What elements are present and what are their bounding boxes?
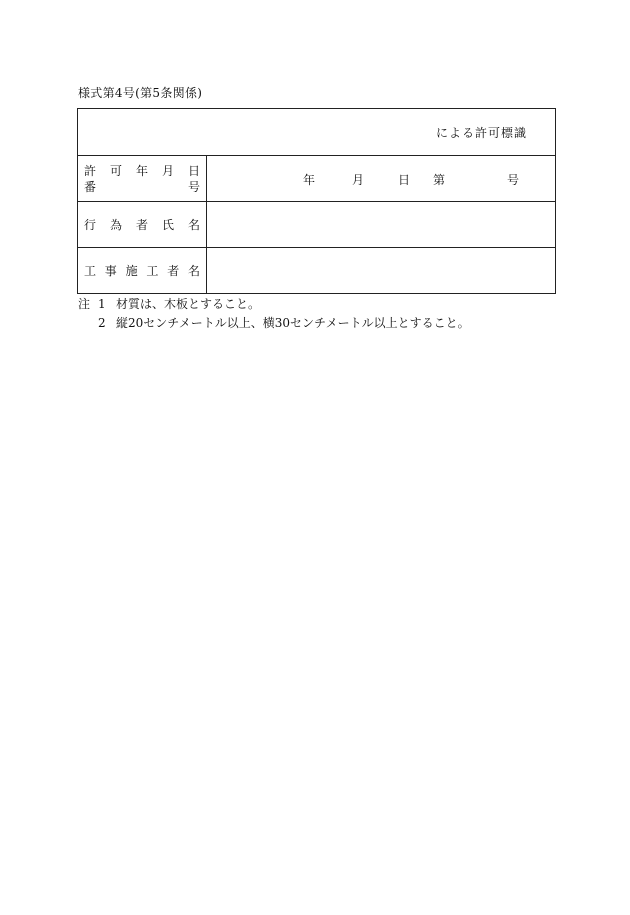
label-char: 者 bbox=[135, 218, 148, 232]
day-mark: 日 bbox=[398, 172, 411, 187]
label-char: 月 bbox=[161, 163, 174, 178]
number-prefix-mark: 第 bbox=[433, 172, 446, 187]
label-char: 事 bbox=[104, 264, 117, 278]
note-text: 材質は、木板とすること。 bbox=[116, 297, 261, 311]
note-prefix: 注 bbox=[78, 297, 91, 311]
permit-date-number-label bbox=[78, 156, 207, 201]
label-char: 行 bbox=[84, 218, 97, 232]
label-char: 者 bbox=[167, 264, 180, 278]
date-number-line bbox=[207, 171, 555, 187]
month-mark: 月 bbox=[352, 172, 365, 187]
number-suffix-mark: 号 bbox=[507, 172, 520, 187]
year-mark: 年 bbox=[303, 172, 316, 187]
label-char: 氏 bbox=[161, 218, 174, 232]
notes bbox=[78, 295, 470, 333]
header-text: による許可標識 bbox=[435, 125, 527, 140]
label-char: 為 bbox=[109, 218, 122, 232]
table-row-permit-date-number bbox=[78, 155, 555, 201]
permit-sign-table bbox=[77, 108, 556, 294]
label-char: 名 bbox=[187, 218, 200, 232]
actor-name-value bbox=[207, 202, 555, 247]
note-number: 1 bbox=[98, 297, 106, 311]
note-number: 2 bbox=[98, 316, 106, 330]
contractor-name-value bbox=[207, 248, 555, 293]
actor-name-label bbox=[78, 202, 207, 247]
label-char: 日 bbox=[187, 163, 200, 178]
label-char: 名 bbox=[187, 264, 200, 278]
permit-date-number-value bbox=[207, 156, 555, 201]
label-char: 工 bbox=[84, 264, 97, 278]
label-char: 年 bbox=[135, 163, 148, 178]
note-item bbox=[78, 314, 470, 333]
table-row-contractor-name bbox=[78, 247, 555, 293]
label-char: 工 bbox=[146, 264, 159, 278]
form-caption: 様式第4号(第5条関係) bbox=[78, 86, 203, 100]
label-line-2 bbox=[84, 179, 200, 195]
label-char: 番 bbox=[84, 179, 97, 194]
note-text: 縦20センチメートル以上、横30センチメートル以上とすること。 bbox=[116, 316, 470, 330]
contractor-name-label bbox=[78, 248, 207, 293]
table-row-actor-name bbox=[78, 201, 555, 247]
note-item bbox=[78, 295, 470, 314]
label-char: 許 bbox=[84, 163, 97, 178]
label-line-1 bbox=[84, 163, 200, 179]
label-char: 可 bbox=[109, 163, 122, 178]
label-char: 施 bbox=[125, 264, 138, 278]
label-char: 号 bbox=[187, 179, 200, 194]
table-header-row bbox=[78, 109, 555, 155]
